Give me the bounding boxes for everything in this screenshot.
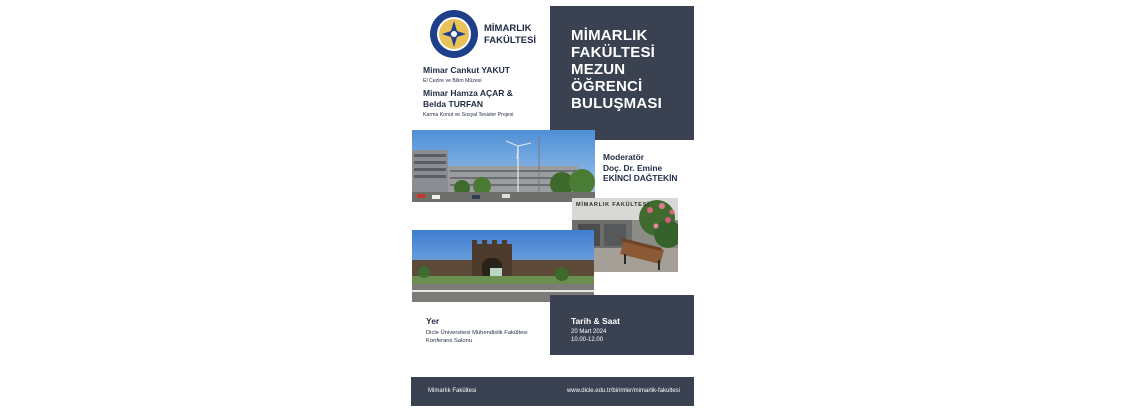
event-title-line: MİMARLIK xyxy=(571,27,648,44)
event-time: 10.00-12.00 xyxy=(571,337,604,343)
event-title-line: MEZUN xyxy=(571,61,626,78)
speaker-2-name-line2: Belda TURFAN xyxy=(423,99,483,109)
footer xyxy=(411,377,694,406)
event-title-line: BULUŞMASI xyxy=(571,95,662,112)
speaker-2-name-line1: Mimar Hamza AÇAR & xyxy=(423,88,513,98)
date-time-box xyxy=(550,295,694,355)
moderator-name-line1: Doç. Dr. Emine xyxy=(603,162,663,173)
university-logo xyxy=(429,9,479,59)
faculty-name-line1: MİMARLIK xyxy=(484,23,532,34)
campus-buildings-photo xyxy=(412,130,595,202)
faculty-name-line2: FAKÜLTESİ xyxy=(484,35,537,46)
place-value: Dicle Üniversitesi Mühendislik Fakültesi Konferans Salonu xyxy=(426,330,528,344)
faculty-sign-text: MİMARLIK FAKÜLTESİ xyxy=(576,202,650,208)
speaker-2-project: Karma Konut ve Sosyal Tesisler Projesi xyxy=(423,112,514,118)
speaker-1-project: El Cezire ve Bilim Müzesi xyxy=(423,78,482,84)
moderator-name-line2: EKİNCİ DAĞTEKİN xyxy=(603,173,678,184)
event-title xyxy=(571,27,691,112)
footer-website-link[interactable]: www.dicle.edu.tr/birimler/mimarlik-fakultesi xyxy=(566,388,680,394)
moderator-block xyxy=(603,152,693,184)
place-label: Yer xyxy=(426,316,440,326)
speaker-1-name: Mimar Cankut YAKUT xyxy=(423,65,510,75)
moderator-label: Moderatör xyxy=(603,152,644,162)
university-gate-photo xyxy=(412,230,594,302)
event-title-line: ÖĞRENCİ xyxy=(571,78,643,95)
footer-faculty-name: Mimarlık Fakültesi xyxy=(428,388,477,394)
event-date: 20 Mart 2024 xyxy=(571,329,607,335)
date-time-label: Tarih & Saat xyxy=(571,316,620,326)
event-title-line: FAKÜLTESİ xyxy=(571,44,656,61)
poster xyxy=(411,0,694,416)
faculty-name xyxy=(484,23,554,47)
title-box xyxy=(550,6,694,140)
